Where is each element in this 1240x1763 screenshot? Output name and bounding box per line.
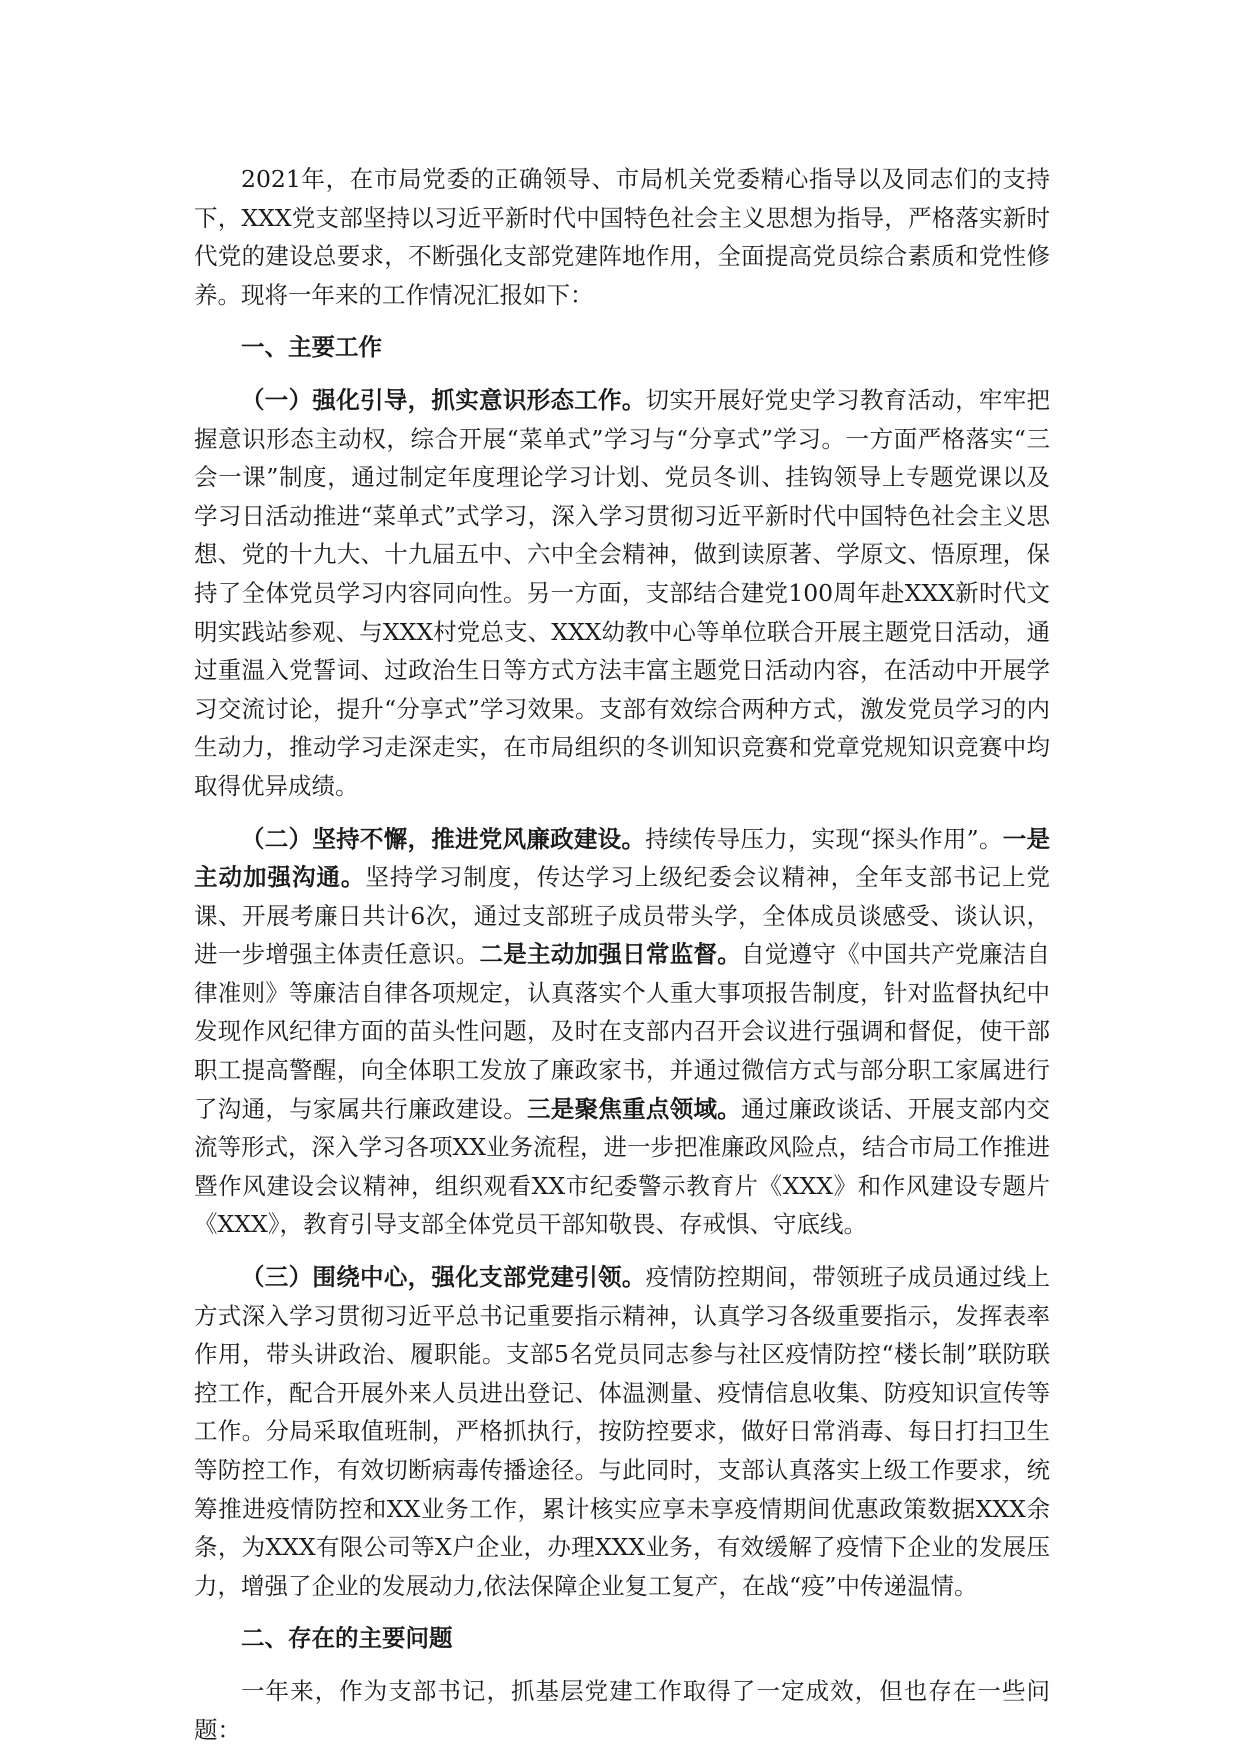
document-page [194,160,1050,1763]
paragraph-text: 坚持学习制度，传达学习上级纪委会议精神，全年支部书记上党课、开展考廉日共计6次，通过支部班子成员带头学，全体成员谈感受、谈认识，进一步增强主体责任意识。 [194,863,1051,969]
subpoint-title: 三是聚焦重点领域。 [527,1094,742,1123]
paragraph-text: 通过廉政谈话、开展支部内交流等形式，深入学习各项XX业务流程，进一步把准廉政风险点，结合市局工作推进暨作风建设会议精神，组织观看XX市纪委警示教育片《XXX》和作风建设专题片《XXX》，教育引导支部全体党员干部知敬畏、存戒惧、守底线。 [194,1094,1051,1239]
paragraph-integrity-building [194,820,1050,1245]
paragraph-text: 疫情防控期间，带领班子成员通过线上方式深入学习贯彻习近平总书记重要指示精神，认真学习各级重要指示，发挥表率作用，带头讲政治、履职能。支部5名党员同志参与社区疫情防控“楼长制”联防联控工作，配合开展外来人员进出登记、体温测量、疫情信息收集、防疫知识宣传等工作。分局采取值班制，严格抓执行，按防控要求，做好日常消毒、每日打扫卫生等防控工作，有效切断病毒传播途径。与此同时，支部认真落实上级工作要求，统筹推进疫情防控和XX业务工作，累计核实应享未享疫情期间优惠政策数据XXX余条，为XXX有限公司等X户企业，办理XXX业务，有效缓解了疫情下企业的发展压力，增强了企业的发展动力,依法保障企业复工复产，在战“疫”中传递温情。 [194,1263,1051,1600]
paragraph-title: （三）围绕中心，强化支部党建引领。 [241,1263,646,1292]
paragraph-text: 持续传导压力，实现“探头作用”。 [645,824,1003,853]
paragraph-ideology-work [194,381,1050,806]
problems-intro-paragraph: 一年来，作为支部书记，抓基层党建工作取得了一定成效，但也存在一些问题： [194,1676,1050,1744]
paragraph-title: （二）坚持不懈，推进党风廉政建设。 [241,824,646,853]
paragraph-text: 自觉遵守《中国共产党廉洁自律准则》等廉洁自律各项规定，认真落实个人重大事项报告制度，针对监督执纪中发现作风纪律方面的苗头性问题，及时在支部内召开会议进行强调和督促，使干部职工提高警醒，向全体职工发放了廉政家书，并通过微信方式与部分职工家属进行了沟通，与家属共行廉政建设。 [194,940,1051,1123]
intro-paragraph: 2021年，在市局党委的正确领导、市局机关党委精心指导以及同志们的支持下，XXX党支部坚持以习近平新时代中国特色社会主义思想为指导，严格落实新时代党的建设总要求，不断强化支部党建阵地作用，全面提高党员综合素质和党性修养。现将一年来的工作情况汇报如下： [194,165,1050,309]
paragraph-text: 切实开展好党史学习教育活动，牢牢把握意识形态主动权，综合开展“菜单式”学习与“分享式”学习。一方面严格落实“三会一课”制度，通过制定年度理论学习计划、党员冬训、挂钩领导上专题党课以及学习日活动推进“菜单式”式学习，深入学习贯彻习近平新时代中国特色社会主义思想、党的十九大、十九届五中、六中全会精神，做到读原著、学原文、悟原理，保持了全体党员学习内容同向性。另一方面，支部结合建党100周年赴XXX新时代文明实践站参观、与XXX村党总支、XXX幼教中心等单位联合开展主题党日活动，通过重温入党誓词、过政治生日等方式方法丰富主题党日活动内容，在活动中开展学习交流讨论，提升“分享式”学习效果。支部有效综合两种方式，激发党员学习的内生动力，推动学习走深走实，在市局组织的冬训知识竞赛和党章党规知识竞赛中均取得优异成绩。 [194,385,1051,800]
subpoint-title: 二是主动加强日常监督。 [479,940,742,969]
section-heading-main-problems: 二、存在的主要问题 [241,1624,453,1653]
paragraph-title: （一）强化引导，抓实意识形态工作。 [241,385,646,414]
subpoint-title: 一是主动加强沟通。 [194,824,1050,892]
section-heading-main-work: 一、主要工作 [241,333,382,362]
paragraph-party-leadership [194,1258,1050,1605]
